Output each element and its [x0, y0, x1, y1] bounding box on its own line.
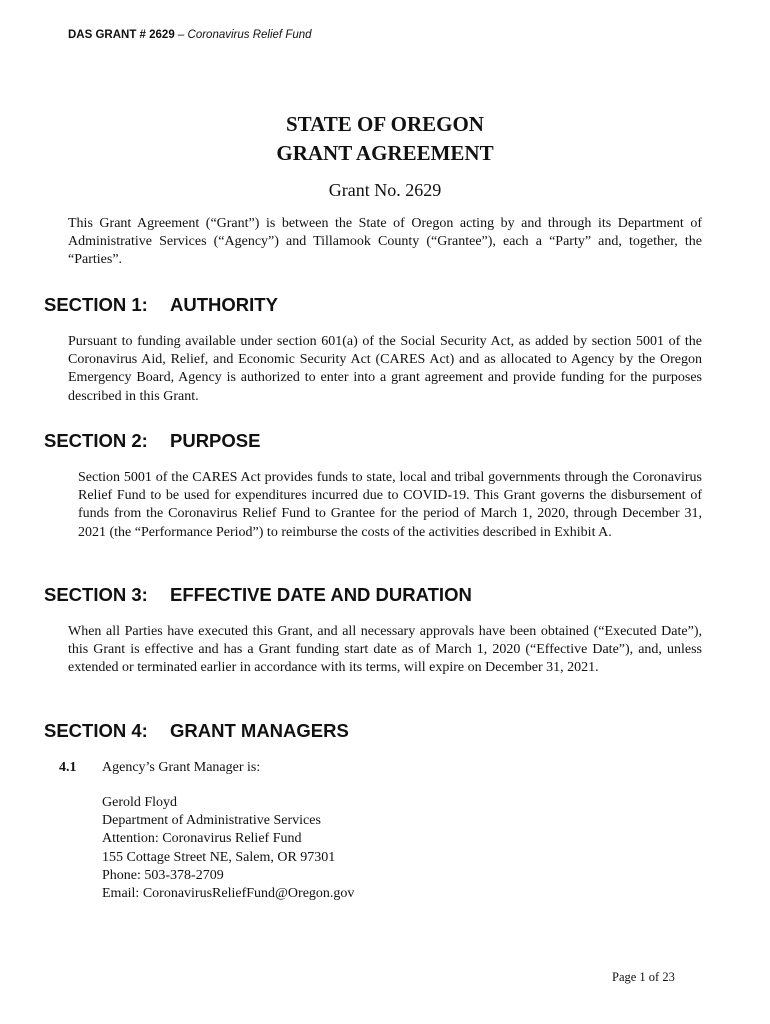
- section-3-number: SECTION 3:: [44, 584, 148, 605]
- section-2-number: SECTION 2:: [44, 430, 148, 451]
- section-2-heading: [44, 430, 260, 452]
- section-1-title: AUTHORITY: [170, 294, 278, 315]
- grant-manager-address: [102, 794, 354, 903]
- section-4-title: GRANT MANAGERS: [170, 720, 349, 741]
- address-attention: Attention: Coronavirus Relief Fund: [102, 831, 302, 847]
- section-3-heading: [44, 584, 472, 606]
- header-fund-name: Coronavirus Relief Fund: [187, 29, 312, 41]
- header-separator: –: [174, 29, 188, 41]
- item-4-1-text: Agency’s Grant Manager is:: [102, 760, 261, 775]
- address-phone: Phone: 503-378-2709: [102, 867, 224, 883]
- section-2-title: PURPOSE: [170, 430, 261, 451]
- title-line-2: GRANT AGREEMENT: [276, 141, 494, 165]
- title-line-1: STATE OF OREGON: [286, 112, 484, 136]
- section-4-heading: [44, 720, 349, 742]
- intro-paragraph: This Grant Agreement (“Grant”) is between the State of Oregon acting by and through its Department of Administrative Services (“Agency”) and Tillamook County (“Grantee”), each a “Party” and, together, the “Parties”.: [68, 216, 702, 268]
- address-department: Department of Administrative Services: [102, 813, 321, 829]
- section-3-title: EFFECTIVE DATE AND DURATION: [170, 584, 472, 605]
- section-4-number: SECTION 4:: [44, 720, 148, 741]
- section-1-heading: [44, 294, 278, 316]
- section-1-body: Pursuant to funding available under section 601(a) of the Social Security Act, as added by section 5001 of the Coronavirus Aid, Relief, and Economic Security Act (CARES Act) and as allocated to Agency by the Oregon Emergency Board, Agency is authorized to enter into a grant agreement and provide funding for the purposes described in this Grant.: [68, 334, 702, 404]
- address-name: Gerold Floyd: [102, 795, 178, 810]
- item-4-1-number: 4.1: [59, 760, 77, 775]
- page-number: Page 1 of 23: [612, 970, 675, 984]
- section-2-body: Section 5001 of the CARES Act provides funds to state, local and tribal governments through the Coronavirus Relief Fund to be used for expenditures incurred due to COVID-19. This Grant governs the disbursement of funds from the Coronavirus Relief Fund to Grantee for the period of March 1, 2020, through December 31, 2021 (the “Performance Period”) to reimburse the costs of the activities described in Exhibit A.: [78, 470, 702, 540]
- grant-number: Grant No. 2629: [328, 180, 442, 200]
- section-1-number: SECTION 1:: [44, 294, 148, 315]
- header-grant-number: DAS GRANT # 2629: [68, 29, 175, 41]
- address-street: 155 Cottage Street NE, Salem, OR 97301: [102, 849, 336, 865]
- address-email: Email: CoronavirusReliefFund@Oregon.gov: [102, 886, 355, 902]
- running-header: [68, 29, 312, 41]
- section-3-body: When all Parties have executed this Grant, and all necessary approvals have been obtained (“Executed Date”), this Grant is effective and has a Grant funding start date as of March 1, 2020 (“Effective Date”), and, unless extended or terminated earlier in accordance with its terms, will expire on December 31, 2021.: [68, 624, 702, 676]
